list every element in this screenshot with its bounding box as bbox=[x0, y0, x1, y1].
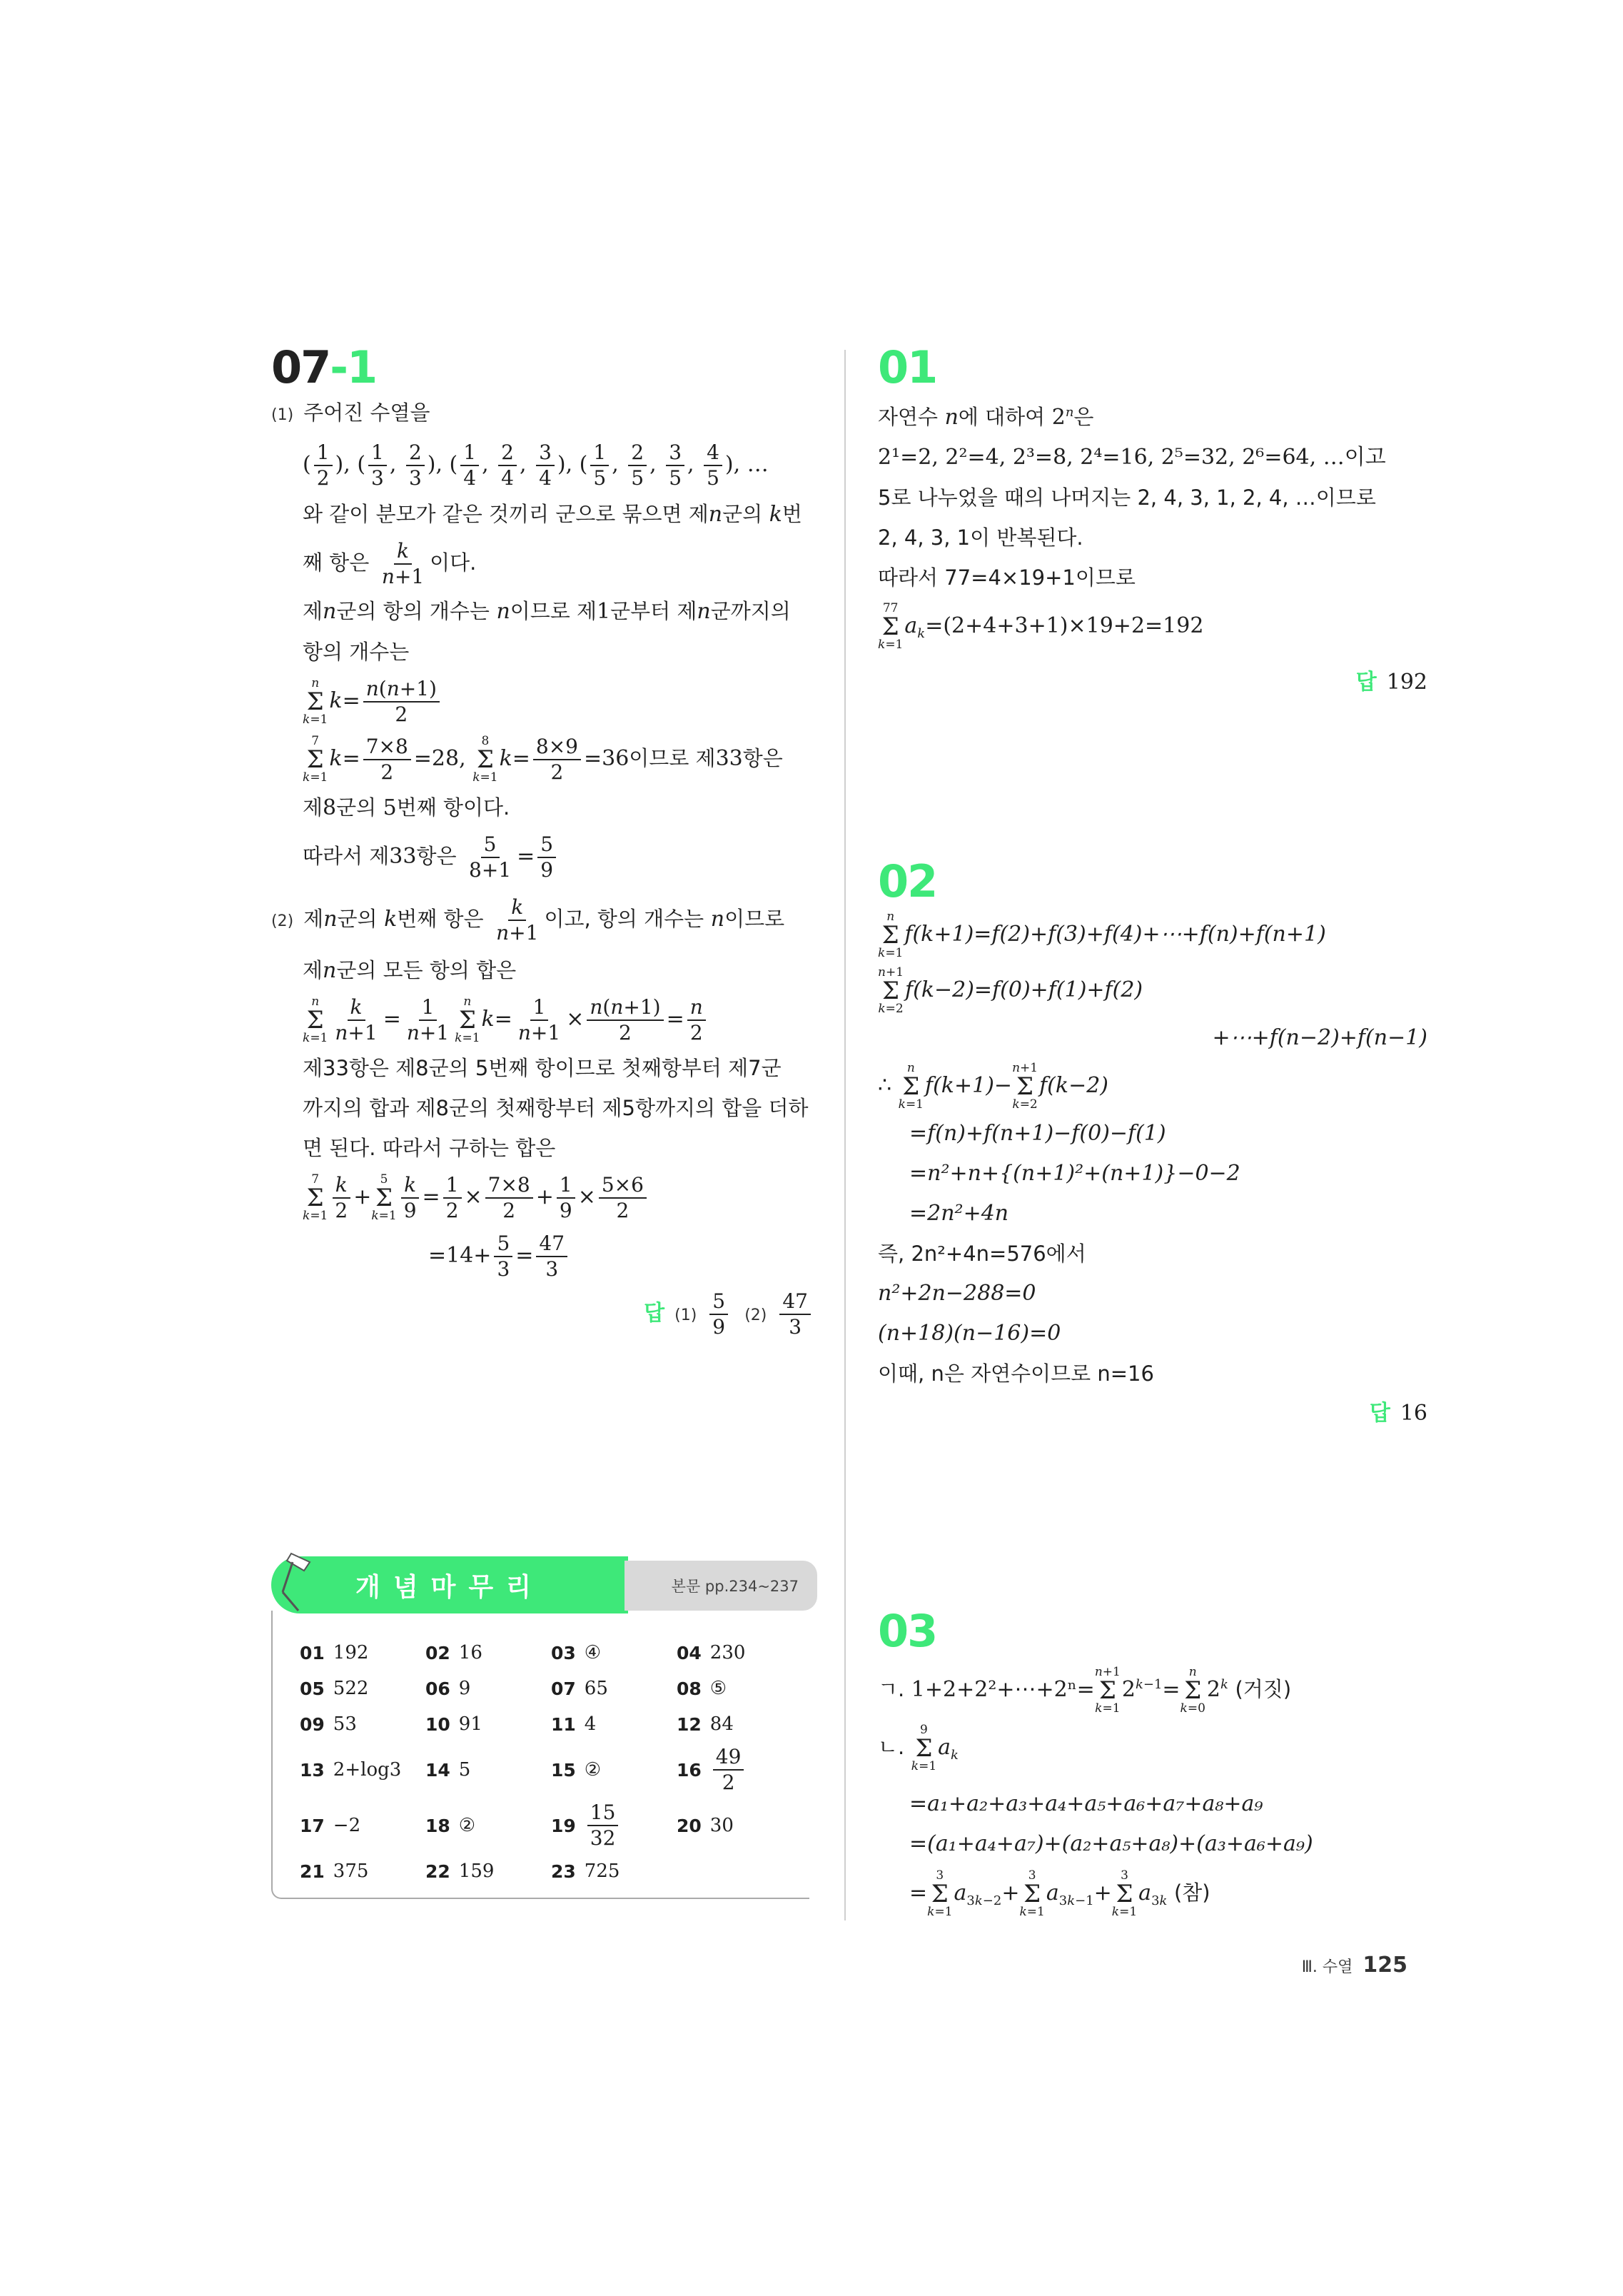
summary-item-value: 53 bbox=[333, 1713, 357, 1735]
summary-item-value: 5 bbox=[458, 1759, 471, 1781]
summary-answer-item bbox=[551, 1635, 677, 1671]
summary-item-value: 91 bbox=[458, 1713, 482, 1735]
textbook-page-ref: 본문 pp.234~237 bbox=[625, 1561, 817, 1611]
chapter-label: Ⅲ. 수열 bbox=[1301, 1958, 1353, 1976]
group-sum-intro: 제n군의 모든 항의 합은 bbox=[303, 958, 517, 983]
section-03 bbox=[878, 1606, 1427, 1930]
summary-item-value: ⑤ bbox=[709, 1678, 727, 1699]
summary-item-number: 07 bbox=[551, 1678, 576, 1699]
summary-answer-item bbox=[300, 1635, 425, 1671]
grouped-sequence: ( $\frac{1}{2}$ ), ( $\frac{1}{3}$ , $\frac{2}{3}$ ), ( $\frac{1}{4}$ , $\frac{2}{4}$ , $\frac{3}{4}$ ), ( $\frac{1}{5}$ , $\frac{2}{5}$ , $\frac{3}{5}$ , $\frac{4}{5}$ ), … bbox=[303, 440, 769, 490]
s03-nieun: ㄴ. 9 Σ k=1 $a_k$ bbox=[878, 1723, 959, 1773]
s02-line-8: 즉, 2n²+4n=576에서 bbox=[878, 1242, 1086, 1266]
s02-line-4: ∴ n Σ k=1 f(k+1)− n+1 Σ k=2 f(k−2) bbox=[878, 1061, 1108, 1112]
summary-item-value: 375 bbox=[333, 1861, 369, 1882]
summary-answer-item bbox=[300, 1742, 425, 1798]
summary-answer-item bbox=[300, 1853, 425, 1889]
section-02 bbox=[878, 857, 1427, 1434]
s02-line-5: =f(n)+f(n+1)−f(0)−f(1) bbox=[909, 1121, 1166, 1146]
33rd-term: 따라서 제33항은 $\frac{5}{8+1}$ = $\frac{5}{9}$ bbox=[271, 828, 814, 885]
summary-answer-item bbox=[425, 1635, 551, 1671]
summary-item-number: 04 bbox=[677, 1642, 702, 1663]
summary-answer-grid bbox=[300, 1635, 802, 1889]
summary-item-value: 230 bbox=[709, 1642, 746, 1663]
answer-01: 답 192 bbox=[1355, 670, 1427, 695]
sum-formula: n Σ k=1 k= $\frac{n(n+1)}{2}$ bbox=[271, 673, 814, 730]
summary-item-value: 2+log3 bbox=[333, 1759, 402, 1781]
summary-answer-item bbox=[425, 1706, 551, 1742]
summary-item-value: 192 bbox=[333, 1642, 369, 1663]
summary-answer-item bbox=[551, 1798, 677, 1853]
summary-item-number: 22 bbox=[425, 1861, 450, 1882]
summary-item-value: −2 bbox=[333, 1815, 361, 1836]
s03-line-5: = 3 Σ k=1 $a_{3k-2}+$ 3 Σ k=1 $a_{3k-1}+$ 3 Σ k=1 $a_{3k}$ (참) bbox=[909, 1868, 1210, 1919]
summary-item-value: 30 bbox=[709, 1815, 734, 1836]
s01-line-1: 자연수 n에 대하여 2$^n$은 bbox=[878, 405, 1094, 430]
s03-line-3: =a₁+a₂+a₃+a₄+a₅+a₆+a₇+a₈+a₉ bbox=[909, 1791, 1263, 1816]
8th-group: 제8군의 5번째 항이다. bbox=[303, 795, 510, 820]
s02-line-7: =2n²+4n bbox=[909, 1201, 1009, 1226]
explain-1: 제33항은 제8군의 5번째 항이므로 첫째항부터 제7군 bbox=[303, 1056, 782, 1080]
s02-line-10: (n+18)(n−16)=0 bbox=[878, 1321, 1061, 1346]
summary-item-value: 65 bbox=[584, 1678, 608, 1699]
summary-answer-item bbox=[425, 1798, 551, 1853]
s02-line-1: n Σ k=1 f(k+1)=f(2)+f(3)+f(4)+⋯+f(n)+f(n+1) bbox=[878, 910, 1326, 960]
summary-answer-item bbox=[425, 1853, 551, 1889]
summary-item-number: 21 bbox=[300, 1861, 325, 1882]
summary-item-number: 20 bbox=[677, 1815, 702, 1836]
summary-item-number: 18 bbox=[425, 1815, 450, 1836]
part-1-intro: (1) 주어진 수열을 bbox=[271, 401, 430, 425]
s01-sum: 77 Σ k=1 $a_k=(2+4+3+1)\times 19+2=192$ bbox=[878, 601, 1204, 652]
answer-02: 답 16 bbox=[1369, 1401, 1427, 1426]
section-heading-02: 02 bbox=[878, 855, 937, 907]
summary-answer-item bbox=[551, 1853, 677, 1889]
summary-answer-item bbox=[551, 1742, 677, 1798]
summary-item-number: 13 bbox=[300, 1759, 325, 1781]
s03-giyeok: ㄱ. 1+2+2²+⋯+2ⁿ= n+1 Σ k=1 $2^{k-1}=$ n Σ k=0 2$^k$ (거짓) bbox=[878, 1665, 1292, 1716]
column-divider bbox=[844, 350, 846, 1920]
section-01 bbox=[878, 343, 1427, 703]
summary-title-tab: 개념마무리 bbox=[271, 1556, 628, 1613]
summary-answer-item bbox=[677, 1706, 802, 1742]
summary-item-number: 12 bbox=[677, 1713, 702, 1735]
lamp-icon bbox=[277, 1549, 320, 1613]
summary-item-number: 05 bbox=[300, 1678, 325, 1699]
summary-answer-item bbox=[300, 1798, 425, 1853]
s03-line-4: =(a₁+a₄+a₇)+(a₂+a₅+a₈)+(a₃+a₆+a₉) bbox=[909, 1831, 1313, 1856]
summary-item-number: 09 bbox=[300, 1713, 325, 1735]
summary-answer-item bbox=[677, 1798, 802, 1853]
final-sum-2: =14+ $\frac{5}{3}$ = $\frac{47}{3}$ bbox=[271, 1227, 814, 1285]
summary-item-number: 15 bbox=[551, 1759, 576, 1781]
summary-item-number: 02 bbox=[425, 1642, 450, 1663]
summary-item-value: ② bbox=[458, 1815, 476, 1836]
explain-3: 면 된다. 따라서 구하는 합은 bbox=[303, 1136, 556, 1160]
summary-item-value: $\frac{49}{2}$ bbox=[713, 1747, 744, 1793]
summary-item-number: 03 bbox=[551, 1642, 576, 1663]
s02-line-11: 이때, n은 자연수이므로 n=16 bbox=[878, 1361, 1154, 1386]
page-footer bbox=[1302, 1953, 1407, 1978]
summary-answer-item bbox=[677, 1635, 802, 1671]
s02-line-9: n²+2n−288=0 bbox=[878, 1281, 1036, 1306]
summary-item-number: 06 bbox=[425, 1678, 450, 1699]
term-count: 제n군의 항의 개수는 n이므로 제1군부터 제n군까지의 bbox=[303, 599, 791, 624]
summary-answer-item bbox=[300, 1671, 425, 1706]
summary-item-value: 725 bbox=[584, 1861, 620, 1882]
summary-item-value: 4 bbox=[584, 1713, 597, 1735]
summary-answer-item bbox=[300, 1706, 425, 1742]
summary-item-number: 16 bbox=[677, 1759, 702, 1781]
kth-term: 째 항은 $\frac{k}{n+1}$ 이다. bbox=[303, 539, 477, 588]
s01-thus: 따라서 77=4×19+1이므로 bbox=[878, 565, 1136, 590]
summary-item-number: 11 bbox=[551, 1713, 576, 1735]
summary-item-value: $\frac{15}{32}$ bbox=[587, 1803, 619, 1848]
s01-remainders: 5로 나누었을 때의 나머지는 2, 4, 3, 1, 2, 4, …이므로 bbox=[878, 485, 1376, 510]
s02-line-3: +⋯+f(n−2)+f(n−1) bbox=[1212, 1025, 1427, 1050]
term-count-2: 항의 개수는 bbox=[303, 640, 410, 664]
summary-item-value: 522 bbox=[333, 1678, 369, 1699]
summary-item-number: 23 bbox=[551, 1861, 576, 1882]
summary-answer-item bbox=[677, 1742, 802, 1798]
summary-item-value: 9 bbox=[458, 1678, 471, 1699]
concept-summary-box bbox=[271, 1556, 814, 1906]
summary-item-number: 10 bbox=[425, 1713, 450, 1735]
sum-7-8: 7 Σ k=1 k= $\frac{7\times 8}{2}$ =28, 8 Σ k=1 k= $\frac{8\times 9}{2}$ =36이므로 제33항은 bbox=[303, 734, 783, 785]
summary-item-value: 159 bbox=[458, 1861, 495, 1882]
answer-07-1: 답 (1) $\frac{5}{9}$ (2) $\frac{47}{3}$ bbox=[271, 1285, 814, 1344]
summary-answer-item bbox=[677, 1671, 802, 1706]
group-sum: n Σ k=1 $\frac{k}{n+1}$ = $\frac{1}{n+1}$ n Σ k=1 k= $\frac{1}{n+1}$ × $\frac{n(n+1)}{2}$ = $\frac{n}{2}$ bbox=[271, 991, 814, 1048]
final-sum: 7 Σ k=1 $\frac{k}{2}$ + 5 Σ k=1 $\frac{k}{9}$ = $\frac{1}{2}$ × $\frac{7\times 8}{2}$ + $\frac{1}{9}$ × $\frac{5\times 6}{2}$ bbox=[271, 1168, 814, 1227]
summary-item-value: ② bbox=[584, 1759, 602, 1781]
summary-answer-item bbox=[425, 1742, 551, 1798]
section-heading-01: 01 bbox=[878, 341, 937, 393]
s01-repeat: 2, 4, 3, 1이 반복된다. bbox=[878, 525, 1083, 550]
summary-answer-item bbox=[551, 1706, 677, 1742]
group-description: 와 같이 분모가 같은 것끼리 군으로 묶으면 제n군의 k번 bbox=[303, 502, 802, 527]
section-heading-07-1: 07-1 bbox=[271, 341, 377, 393]
summary-item-value: 84 bbox=[709, 1713, 734, 1735]
summary-item-number: 17 bbox=[300, 1815, 325, 1836]
summary-item-value: 16 bbox=[458, 1642, 482, 1663]
summary-answer-item bbox=[425, 1671, 551, 1706]
summary-item-number: 01 bbox=[300, 1642, 325, 1663]
summary-item-number: 08 bbox=[677, 1678, 702, 1699]
explain-2: 까지의 합과 제8군의 첫째항부터 제5항까지의 합을 더하 bbox=[303, 1096, 809, 1120]
s02-line-2: n+1 Σ k=2 f(k−2)=f(0)+f(1)+f(2) bbox=[878, 965, 1143, 1016]
section-heading-03: 03 bbox=[878, 1605, 937, 1657]
page-number: 125 bbox=[1362, 1953, 1407, 1978]
summary-item-number: 19 bbox=[551, 1815, 576, 1836]
s02-line-6: =n²+n+{(n+1)²+(n+1)}−0−2 bbox=[909, 1161, 1240, 1186]
s01-powers: 2¹=2, 2²=4, 2³=8, 2⁴=16, 2⁵=32, 2⁶=64, …이고 bbox=[878, 445, 1386, 470]
section-07-1 bbox=[271, 343, 814, 1344]
summary-item-value: ④ bbox=[584, 1642, 602, 1663]
summary-item-number: 14 bbox=[425, 1759, 450, 1781]
summary-answer-item bbox=[551, 1671, 677, 1706]
part-2-intro: (2) 제n군의 k번째 항은 $\frac{k}{n+1}$ 이고, 항의 개수는 n이므로 bbox=[271, 895, 785, 945]
